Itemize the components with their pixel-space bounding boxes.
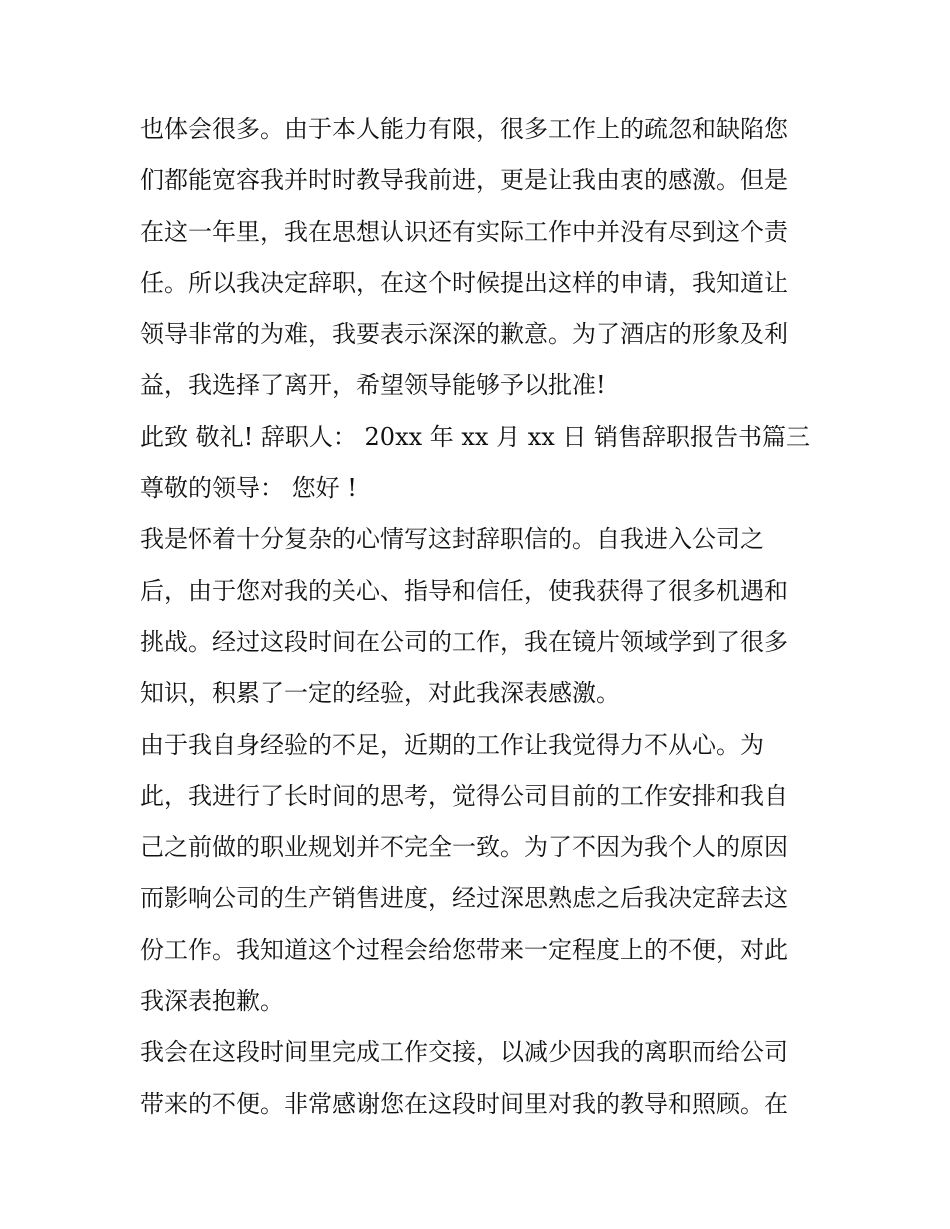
text-line: 在这一年里，我在思想认识还有实际工作中并没有尽到这个责 <box>140 217 788 246</box>
text-line: 我是怀着十分复杂的心情写这封辞职信的。自我进入公司之 <box>140 525 764 554</box>
text-line: 带来的不便。非常感谢您在这段时间里对我的教导和照顾。在 <box>140 1089 788 1118</box>
document-body <box>140 104 820 1130</box>
text-line: 任。所以我决定辞职，在这个时候提出这样的申请，我知道让 <box>140 268 788 297</box>
text-line: 挑战。经过这段时间在公司的工作，我在镜片领域学到了很多 <box>140 627 788 656</box>
text-line: 己之前做的职业规划并不完全一致。为了不因为我个人的原因 <box>140 833 788 862</box>
text-line: 尊敬的领导： 您好 ! <box>140 474 357 503</box>
text-line: 我深表抱歉。 <box>140 987 284 1016</box>
text-line: 后，由于您对我的关心、指导和信任，使我获得了很多机遇和 <box>140 576 788 605</box>
text-line: 益，我选择了离开，希望领导能够予以批准! <box>140 371 606 400</box>
text-line: 知识，积累了一定的经验，对此我深表感激。 <box>140 679 620 708</box>
text-line: 份工作。我知道这个过程会给您带来一定程度上的不便，对此 <box>140 935 788 964</box>
text-line: 此，我进行了长时间的思考，觉得公司目前的工作安排和我自 <box>140 781 788 810</box>
text-line: 领导非常的为难，我要表示深深的歉意。为了酒店的形象及利 <box>140 320 788 349</box>
text-line: 也体会很多。由于本人能力有限，很多工作上的疏忽和缺陷您 <box>140 115 788 143</box>
text-line: 由于我自身经验的不足，近期的工作让我觉得力不从心。为 <box>140 730 764 759</box>
text-line: 们都能宽容我并时时教导我前进，更是让我由衷的感激。但是 <box>140 166 788 195</box>
text-line: 而影响公司的生产销售进度，经过深思熟虑之后我决定辞去这 <box>140 884 788 913</box>
text-line: 我会在这段时间里完成工作交接，以减少因我的离职而给公司 <box>140 1038 788 1067</box>
text-line: 此致 敬礼! 辞职人： 20xx 年 xx 月 xx 日 销售辞职报告书篇三 <box>140 422 811 451</box>
